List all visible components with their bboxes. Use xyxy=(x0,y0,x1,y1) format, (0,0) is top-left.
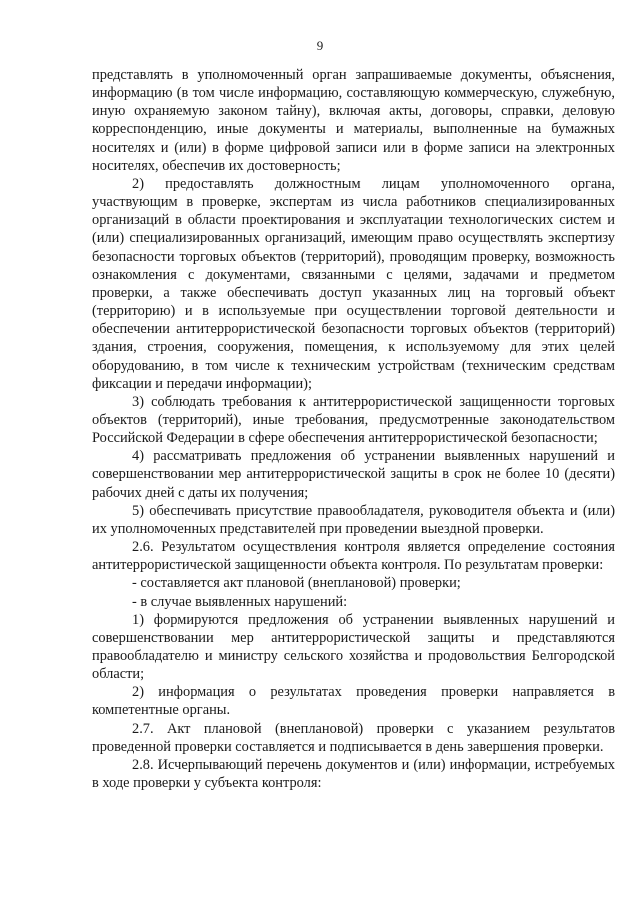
paragraph-continuation: представлять в уполномоченный орган запрашиваемые документы, объяснения, информацию (в том числе информацию, составляющую коммерческую, служебную, иную охраняемую законом тайну), включая акты, договоры, справки, деловую корреспонденцию, иные документы и материалы, выполненные на бумажных носителях и (или) в форме цифровой записи или в форме записи на электронных носителях, обеспечив их достоверность; xyxy=(92,67,615,174)
paragraph-item-4: 4) рассматривать предложения об устранении выявленных нарушений и совершенствовании мер антитеррористической защиты в срок не более 10 (десяти) рабочих дней с даты их получения; xyxy=(92,448,615,501)
page-number: 9 xyxy=(316,38,324,53)
document-body xyxy=(92,66,615,792)
paragraph-item-3: 3) соблюдать требования к антитеррористической защищенности торговых объектов (территорий), иные требования, предусмотренные законодательством Российской Федерации в сфере обеспечения антитеррористической безопасности; xyxy=(92,393,615,447)
paragraph-act: - составляется акт плановой (внеплановой) проверки; xyxy=(132,575,461,592)
paragraph-violations-1: 1) формируются предложения об устранении выявленных нарушений и совершенствовании мер антитеррористической защиты и представляются правообладателю и министру сельского хозяйства и продовольствия Белгородской области; xyxy=(92,611,615,683)
paragraph-violations: - в случае выявленных нарушений: xyxy=(132,593,348,610)
paragraph-2-7: 2.7. Акт плановой (внеплановой) проверки с указанием результатов проведенной проверки составляется и подписывается в день завершения проверки. xyxy=(92,720,615,755)
paragraph-violations-2: 2) информация о результатах проведения проверки направляется в компетентные органы. xyxy=(92,684,615,719)
paragraph-2-6: 2.6. Результатом осуществления контроля является определение состояния антитеррористической защищенности объекта контроля. По результатам проверки: xyxy=(92,539,615,574)
paragraph-item-2: 2) предоставлять должностным лицам уполномоченного органа, участвующим в проверке, экспертам из числа работников специализированных организаций в области проектирования и эксплуатации технологических систем и (или) специализированных организаций, имеющим право осуществлять экспертизу безопасности торговых объектов (территорий), проводящим проверку, возможность ознакомления с документами, связанными с целями, задачами и предметом проверки, а также обеспечивать доступ указанных лиц на торговый объект (территорию) и в используемые при осуществлении торговой деятельности и обеспечении антитеррористической безопасности торговых объектов (территорий) здания, строения, сооружения, помещения, к используемому для этих целей оборудованию, в том числе к техническим устройствам (техническим средствам фиксации и передачи информации); xyxy=(92,175,615,392)
paragraph-item-5: 5) обеспечивать присутствие правообладателя, руководителя объекта и (или) их уполномоченных представителей при проведении выездной проверки. xyxy=(92,502,615,537)
paragraph-2-8: 2.8. Исчерпывающий перечень документов и (или) информации, истребуемых в ходе проверки у субъекта контроля: xyxy=(92,756,615,792)
